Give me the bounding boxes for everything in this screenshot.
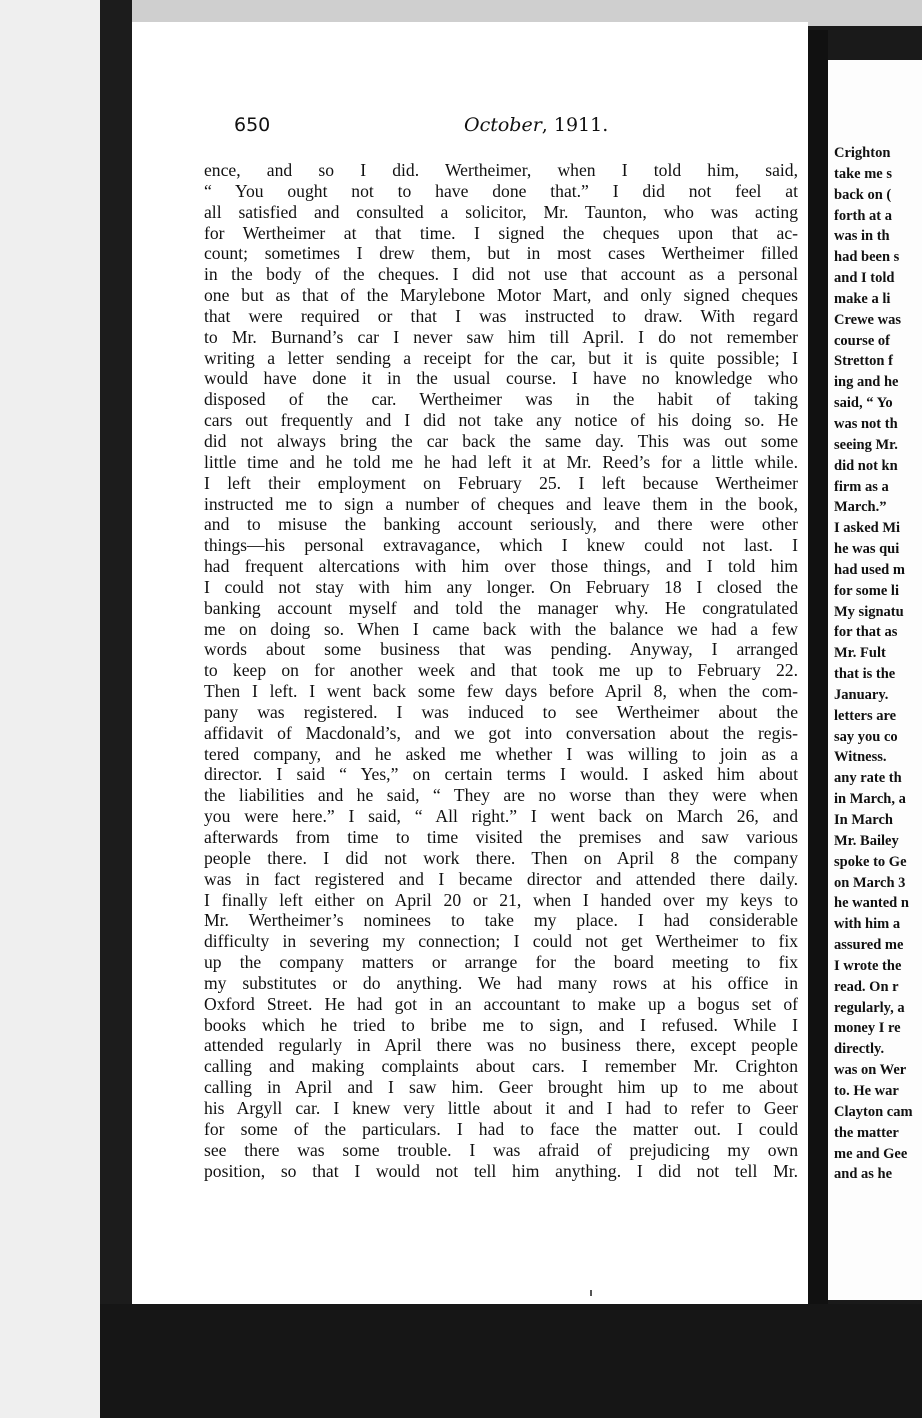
text-line-fragment: to. He war <box>834 1082 899 1099</box>
text-line-fragment: that is the <box>834 666 896 683</box>
text-line-fragment: was on Wer <box>834 1062 907 1079</box>
left-page-text <box>204 160 798 1181</box>
text-line-fragment: and I told <box>834 270 895 287</box>
text-line-fragment: money I re <box>834 1020 901 1037</box>
text-line-fragment: Mr. Fult <box>834 645 886 662</box>
text-line-fragment: Crighton <box>834 145 891 161</box>
text-line: affidavit of Macdonald’s, and we got into conversation about the regis- <box>204 722 798 743</box>
book-binding-shadow <box>100 0 132 1418</box>
text-line: disposed of the car. Wertheimer was in the habit of taking <box>204 389 798 410</box>
text-line: had frequent altercations with him over those things, and I told him <box>204 556 798 577</box>
text-line-fragment: the matter <box>834 1124 899 1141</box>
text-line: calling in April and I saw him. Geer brought him up to me about <box>204 1077 798 1098</box>
text-line-fragment: did not kn <box>834 457 898 474</box>
text-line-fragment: any rate th <box>834 770 902 787</box>
text-line: instructed me to sign a number of cheques and leave them in the book, <box>204 493 798 514</box>
text-line: for Wertheimer at that time. I signed the cheques upon that ac- <box>204 222 798 243</box>
text-line-fragment: he wanted n <box>834 895 909 912</box>
text-line-fragment: on March 3 <box>834 874 906 891</box>
text-line: in the body of the cheques. I did not use that account as a personal <box>204 264 798 285</box>
text-line-fragment: My signatu <box>834 603 904 620</box>
text-line: I left their employment on February 25. I left because Wertheimer <box>204 472 798 493</box>
text-line-fragment: seeing Mr. <box>834 436 898 453</box>
text-line: things—his personal extravagance, which I knew could not last. I <box>204 535 798 556</box>
text-line: attended regularly in April there was no business there, except people <box>204 1035 798 1056</box>
text-line: words about some business that was pending. Anyway, I arranged <box>204 639 798 660</box>
text-line: tered company, and he asked me whether I was willing to join as a <box>204 743 798 764</box>
text-line: his Argyll car. I knew very little about it and I had to refer to Geer <box>204 1097 798 1118</box>
text-line-fragment: I asked Mi <box>834 520 901 537</box>
text-line: Mr. Wertheimer’s nominees to take my place. I had considerable <box>204 910 798 931</box>
text-line: and to misuse the banking account seriously, and there were other <box>204 514 798 535</box>
running-head <box>464 114 608 136</box>
text-line-fragment: Stretton f <box>834 353 893 370</box>
scan-speck <box>590 1290 592 1296</box>
running-head-year: , 1911. <box>541 114 609 136</box>
text-line-fragment: assured me <box>834 937 904 954</box>
text-line-fragment: said, “ Yo <box>834 395 893 412</box>
text-line-fragment: January. <box>834 686 889 703</box>
text-line: “ You ought not to have done that.” I did not feel at <box>204 180 798 201</box>
text-line: to keep on for another week and that took me up to February 22. <box>204 660 798 681</box>
text-line-fragment: for that as <box>834 624 898 641</box>
right-page-text-fragment <box>834 143 922 1185</box>
text-line: all satisfied and consulted a solicitor, Mr. Taunton, who was acting <box>204 201 798 222</box>
bottom-scan-shadow <box>100 1304 922 1418</box>
text-line-fragment: say you co <box>834 728 898 745</box>
text-line-fragment: had used m <box>834 561 905 578</box>
text-line-fragment: he was qui <box>834 541 900 558</box>
book-gutter <box>808 30 828 1304</box>
text-line-fragment: directly. <box>834 1041 885 1058</box>
text-line: me on doing so. When I came back with the balance we had a few <box>204 618 798 639</box>
text-line: calling and making complaints about cars. I remember Mr. Crighton <box>204 1056 798 1077</box>
text-line: would have done it in the usual course. I have no knowledge who <box>204 368 798 389</box>
text-line: ence, and so I did. Wertheimer, when I told him, said, <box>204 160 798 180</box>
text-line: Oxford Street. He had got in an accountant to make up a bogus set of <box>204 993 798 1014</box>
text-line: see there was some trouble. I was afraid of prejudicing my own <box>204 1139 798 1160</box>
text-line: to Mr. Burnand’s car I never saw him till April. I do not remember <box>204 326 798 347</box>
text-line-fragment: make a li <box>834 290 891 307</box>
page-number: 650 <box>234 114 271 136</box>
text-line: Then I left. I went back some few days before April 8, when the com- <box>204 681 798 702</box>
text-line: up the company matters or arrange for the board meeting to fix <box>204 952 798 973</box>
text-line-fragment: I wrote the <box>834 957 902 974</box>
text-line-fragment: In March <box>834 812 893 828</box>
text-line-fragment: read. On r <box>834 978 899 995</box>
text-line-fragment: was not th <box>834 415 898 432</box>
text-line-fragment: take me s <box>834 165 892 182</box>
text-line-fragment: me and Gee <box>834 1145 908 1162</box>
text-line: was in fact registered and I became director and attended there daily. <box>204 868 798 889</box>
text-line-fragment: and as he <box>834 1166 893 1183</box>
text-line: the liabilities and he said, “ They are no worse than they were when <box>204 785 798 806</box>
text-line: cars out frequently and I did not take any notice of his doing so. He <box>204 410 798 431</box>
text-line-fragment: spoke to Ge <box>834 853 907 870</box>
text-line-fragment: Clayton cam <box>834 1103 913 1120</box>
text-line-fragment: course of <box>834 332 890 349</box>
text-line: I could not stay with him any longer. On February 18 I closed the <box>204 576 798 597</box>
text-line-fragment: back on ( <box>834 186 892 203</box>
text-line: people there. I did not work there. Then on April 8 the company <box>204 847 798 868</box>
running-head-month: October <box>464 114 542 136</box>
text-line: difficulty in severing my connection; I could not get Wertheimer to fix <box>204 931 798 952</box>
text-line-fragment: with him a <box>834 916 901 933</box>
text-line: did not always bring the car back the same day. This was out some <box>204 430 798 451</box>
text-line-fragment: ing and he <box>834 374 899 391</box>
text-line-fragment: for some li <box>834 582 899 599</box>
text-line: one but as that of the Marylebone Motor Mart, and only signed cheques <box>204 285 798 306</box>
left-scan-margin <box>0 0 100 1418</box>
text-line: little time and he told me he had left it at Mr. Reed’s for a little while. <box>204 451 798 472</box>
text-line: writing a letter sending a receipt for the car, but it is quite possible; I <box>204 347 798 368</box>
text-line: you were here.” I said, “ All right.” I went back on March 26, and <box>204 806 798 827</box>
text-line: count; sometimes I drew them, but in most cases Wertheimer filled <box>204 243 798 264</box>
text-line: afterwards from time to time visited the premises and saw various <box>204 827 798 847</box>
text-line: for some of the particulars. I had to face the matter out. I could <box>204 1118 798 1139</box>
text-line-fragment: Mr. Bailey <box>834 832 899 849</box>
text-line: my substitutes or do anything. We had many rows at his office in <box>204 972 798 993</box>
text-line-fragment: in March, a <box>834 791 906 808</box>
text-line-fragment: was in th <box>834 228 890 245</box>
text-line-fragment: firm as a <box>834 478 889 495</box>
text-line-fragment: had been s <box>834 249 900 266</box>
text-line-fragment: Witness. <box>834 749 887 766</box>
text-line: position, so that I would not tell him anything. I did not tell Mr. <box>204 1160 798 1181</box>
text-line: that were required or that I was instructed to draw. With regard <box>204 305 798 326</box>
text-line: I finally left either on April 20 or 21, when I handed over my keys to <box>204 889 798 910</box>
text-line-fragment: forth at a <box>834 207 892 224</box>
text-line-fragment: regularly, a <box>834 999 905 1016</box>
text-line-fragment: letters are <box>834 707 897 724</box>
text-line-fragment: March.” <box>834 499 887 516</box>
text-line: books which he tried to bribe me to sign, and I refused. While I <box>204 1014 798 1035</box>
text-line: pany was registered. I was induced to see Wertheimer about the <box>204 701 798 722</box>
text-line: banking account myself and told the manager why. He congratulated <box>204 597 798 618</box>
text-line: director. I said “ Yes,” on certain terms I would. I asked him about <box>204 764 798 785</box>
text-line-fragment: Crewe was <box>834 311 901 328</box>
page-header <box>234 114 798 144</box>
